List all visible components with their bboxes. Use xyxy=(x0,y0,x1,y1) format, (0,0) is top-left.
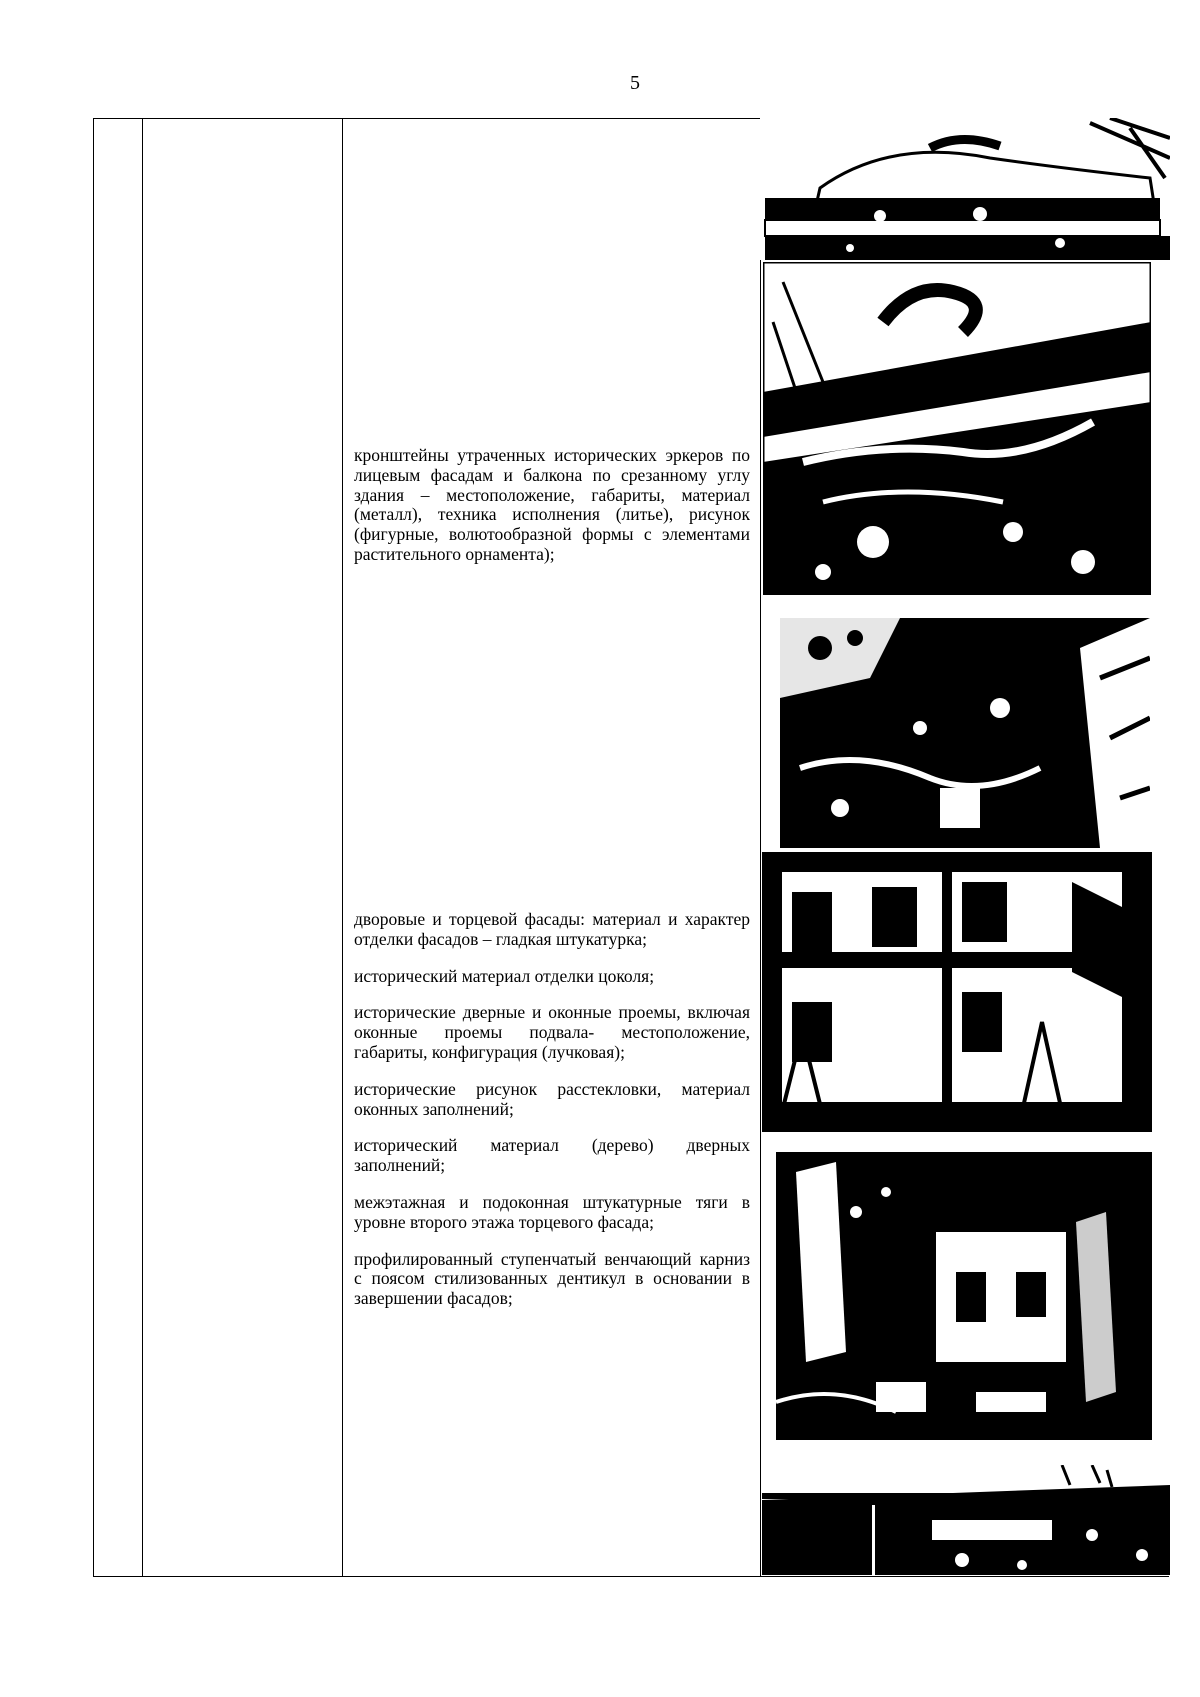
column-divider xyxy=(760,119,761,1576)
door-material-paragraph: исторический материал (дерево) дверных заполнений; xyxy=(354,1135,750,1176)
courtyard-facade-photo xyxy=(762,852,1152,1132)
end-facade-photo xyxy=(776,1152,1152,1440)
page-number: 5 xyxy=(630,72,640,94)
balcony-photo xyxy=(780,618,1150,848)
column-divider xyxy=(142,119,143,1576)
brackets-paragraph: кронштейны утраченных исторических эркеров по лицевым фасадам и балкона по срезанному углу здания – местоположение, габариты, материал (металл), техника исполнения (литье), рисунок (фигурные, волютообразной формы с элементами растительного орнамента); xyxy=(354,445,750,564)
plinth-paragraph: исторический материал отделки цоколя; xyxy=(354,965,655,986)
facades-description xyxy=(354,910,750,1326)
string-course-paragraph: межэтажная и подоконная штукатурные тяги в уровне второго этажа торцевого фасада; xyxy=(354,1191,750,1232)
bracket-closeup-photo xyxy=(763,262,1151,595)
brackets-description xyxy=(354,446,750,582)
column-divider xyxy=(342,119,343,1576)
glazing-paragraph: исторические рисунок расстекловки, материал оконных заполнений; xyxy=(354,1078,750,1119)
openings-paragraph: исторические дверные и оконные проемы, включая оконные проемы подвала- местоположение, габариты, конфигурация (лучковая); xyxy=(354,1002,750,1062)
cornice-photo xyxy=(762,1465,1170,1575)
facade-top-photo xyxy=(760,118,1170,260)
facades-paragraph: дворовые и торцевой фасады: материал и характер отделки фасадов – гладкая штукатурка; xyxy=(354,909,750,949)
cornice-paragraph: профилированный ступенчатый венчающий карниз с поясом стилизованных дентикул в основании в завершении фасадов; xyxy=(354,1248,750,1309)
